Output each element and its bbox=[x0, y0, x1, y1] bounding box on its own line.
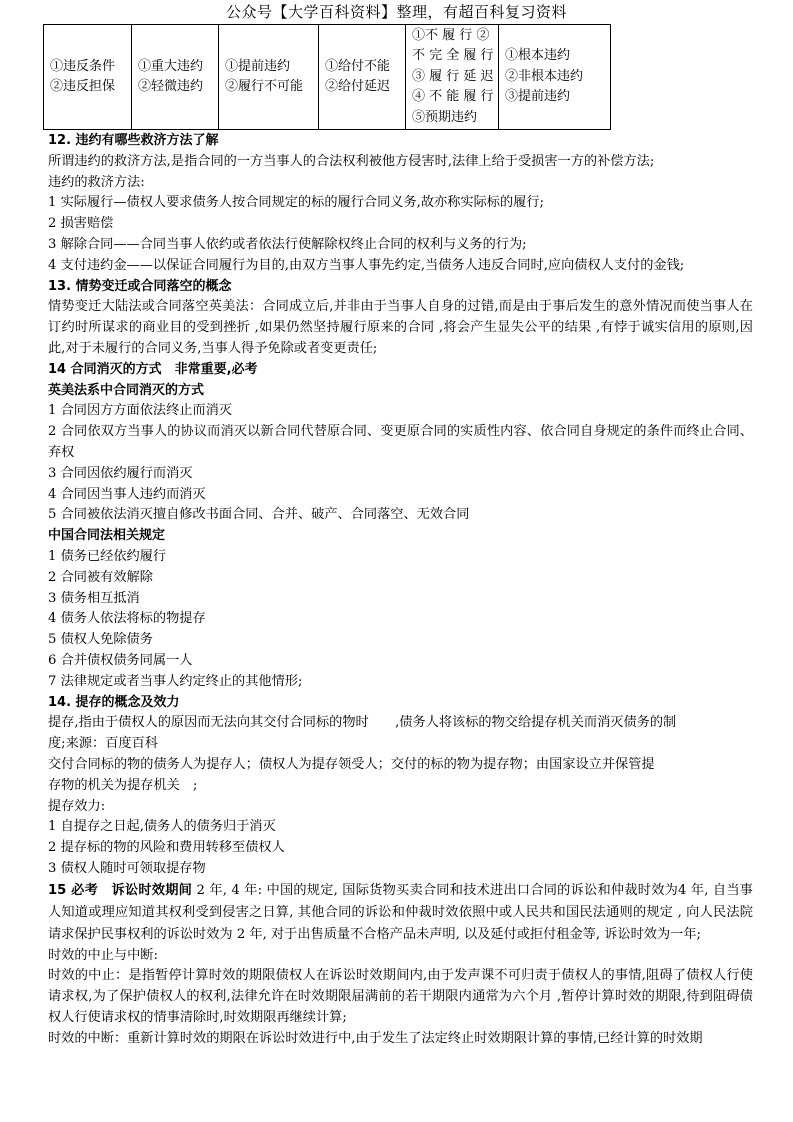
list-item: 1 债务已经依约履行 bbox=[48, 548, 167, 564]
cell-line: ②给付延迟 bbox=[325, 79, 391, 94]
paragraph: 提存,指由于债权人的原因而无法向其交付合同标的物时 ,债务人将该标的物交给提存机关而消灭债务的制 bbox=[48, 715, 677, 731]
paragraph: 时效的中止与中断: bbox=[48, 947, 158, 963]
cell-line: ②轻微违约 bbox=[138, 79, 204, 94]
section-heading: 12. 违约有哪些救济方法了解 bbox=[48, 133, 219, 148]
list-item: 4 债务人依法将标的物提存 bbox=[48, 611, 206, 627]
section-heading: 15 必考 诉讼时效期间 bbox=[48, 882, 193, 898]
paragraph: 时效的中断：重新计算时效的期限在诉讼时效进行中,由于发生了法定终止时效期限计算的事情,已经计算的时效期 bbox=[48, 1030, 703, 1046]
list-item: 2 合同依双方当事人的协议而消灭以新合同代替原合同、变更原合同的实质性内容、依合同自身规定的条件而终止合同、弃权 bbox=[48, 424, 753, 460]
paragraph bbox=[48, 880, 753, 946]
cell-line: ①不 履 行 ② bbox=[412, 27, 490, 43]
cell-line: ①给付不能 bbox=[325, 58, 391, 74]
section-heading: 14. 提存的概念及效力 bbox=[48, 694, 180, 710]
list-item: 5 债权人免除债务 bbox=[48, 632, 153, 648]
cell-line: 不 完 全 履 行 bbox=[412, 48, 494, 64]
subsection-heading: 中国合同法相关规定 bbox=[48, 528, 166, 544]
paragraph: 提存效力: bbox=[48, 798, 106, 814]
table-row bbox=[44, 25, 611, 130]
document-body bbox=[48, 131, 753, 1050]
list-item: 1 合同因方方面依法终止而消灭 bbox=[48, 403, 233, 419]
paragraph: 违约的救济方法: bbox=[48, 174, 145, 190]
cell-line: ③ 履 行 延 迟 bbox=[412, 68, 494, 84]
cell-line: ③提前违约 bbox=[505, 89, 571, 105]
cell-line: ②非根本违约 bbox=[505, 68, 584, 84]
subsection-heading: 英美法系中合同消灭的方式 bbox=[48, 382, 205, 398]
list-item: 1 自提存之日起,债务人的债务归于消灭 bbox=[48, 819, 276, 835]
paragraph: 度;来源：百度百科 bbox=[48, 736, 158, 752]
list-item: 2 损害赔偿 bbox=[48, 216, 114, 232]
paragraph: 交付合同标的物的债务人为提存人；债权人为提存领受人；交付的标的物为提存物；由国家设立并保管提 bbox=[48, 756, 655, 772]
list-item: 4 合同因当事人违约而消灭 bbox=[48, 486, 206, 502]
paragraph: 时效的中止：是指暂停计算时效的期限债权人在诉讼时效期间内,由于发声课不可归责于债权人的事情,阻碍了债权人行使请求权,为了保护债权人的权利,法律允许在时效期限届满前的若干期限内通常为六个月 ,暂停计算时效的期限,待到阻碍债权人行使请求权的情事清除时,时效期限再继续计算; bbox=[48, 968, 753, 1026]
list-item: 6 合并债权债务同属一人 bbox=[48, 652, 193, 668]
paragraph: 所谓违约的救济方法,是指合同的一方当事人的合法权利被他方侵害时,法律上给于受损害一方的补偿方法; bbox=[48, 153, 655, 169]
list-item: 1 实际履行—债权人要求债务人按合同规定的标的履行合同义务,故亦称实际标的履行; bbox=[48, 195, 544, 211]
list-item: 4 支付违约金——以保证合同履行为目的,由双方当事人事先约定,当债务人违反合同时,应向债权人支付的金钱; bbox=[48, 257, 685, 273]
table-cell bbox=[44, 25, 132, 130]
cell-line: ④ 不 能 履 行 bbox=[412, 89, 494, 105]
cell-line: ②违反担保 bbox=[50, 79, 116, 94]
cell-line: ⑤预期违约 bbox=[412, 109, 478, 125]
table-cell bbox=[319, 25, 406, 130]
section-heading: 14 合同消灭的方式 非常重要,必考 bbox=[48, 361, 258, 377]
list-item: 3 合同因依约履行而消灭 bbox=[48, 465, 193, 481]
list-item: 2 合同被有效解除 bbox=[48, 569, 153, 585]
table-cell bbox=[499, 25, 611, 130]
table-cell bbox=[219, 25, 319, 130]
cell-line: ①提前违约 bbox=[225, 58, 291, 74]
cell-line: ①根本违约 bbox=[505, 48, 571, 64]
table-cell bbox=[406, 25, 499, 130]
breach-classification-table bbox=[43, 24, 611, 130]
list-item: 7 法律规定或者当事人约定终止的其他情形; bbox=[48, 673, 303, 689]
table-cell bbox=[132, 25, 219, 130]
list-item: 3 债务相互抵消 bbox=[48, 590, 140, 606]
paragraph: 存物的机关为提存机关 ; bbox=[48, 777, 198, 793]
cell-line: ①违反条件 bbox=[50, 58, 116, 74]
paragraph: 情势变迁大陆法或合同落空英美法：合同成立后,并非由于当事人自身的过错,而是由于事后发生的意外情况而使当事人在订约时所谋求的商业目的受到挫折 ,如果仍然坚持履行原来的合同 ,将会产生显失公平的结果 ,有悖于诚实信用的原则,因此,对于未履行的合同义务,当事人得予免除或者变更责任; bbox=[48, 299, 753, 356]
section-heading: 13. 情势变迁或合同落空的概念 bbox=[48, 278, 232, 294]
list-item: 2 提存标的物的风险和费用转移至债权人 bbox=[48, 840, 285, 856]
cell-line: ①重大违约 bbox=[138, 58, 204, 74]
list-item: 3 解除合同——合同当事人依约或者依法行使解除权终止合同的权利与义务的行为; bbox=[48, 236, 527, 252]
list-item: 3 债权人随时可领取提存物 bbox=[48, 860, 206, 876]
cell-line: ②履行不可能 bbox=[225, 79, 304, 94]
list-item: 5 合同被依法消灭擅自修改书面合同、合并、破产、合同落空、无效合同 bbox=[48, 507, 470, 523]
page-header: 公众号【大学百科资料】整理，有超百科复习资料 bbox=[225, 3, 567, 21]
paragraph-text: 2 年, 4 年: 中国的规定, 国际货物买卖合同和技术进出口合同的诉讼和仲裁时效为4 年, 自当事人知道或理应知道其权利受到侵害之日算, 其他合同的诉讼和仲裁时效依照中或人民共和国民法通则的规定 , 向人民法院请求保护民事权利的诉讼时效为 2 年, 对于出售质量不合格产品未声明, 以及延付或拒付租金等, 诉讼时效为一年; bbox=[48, 882, 753, 942]
